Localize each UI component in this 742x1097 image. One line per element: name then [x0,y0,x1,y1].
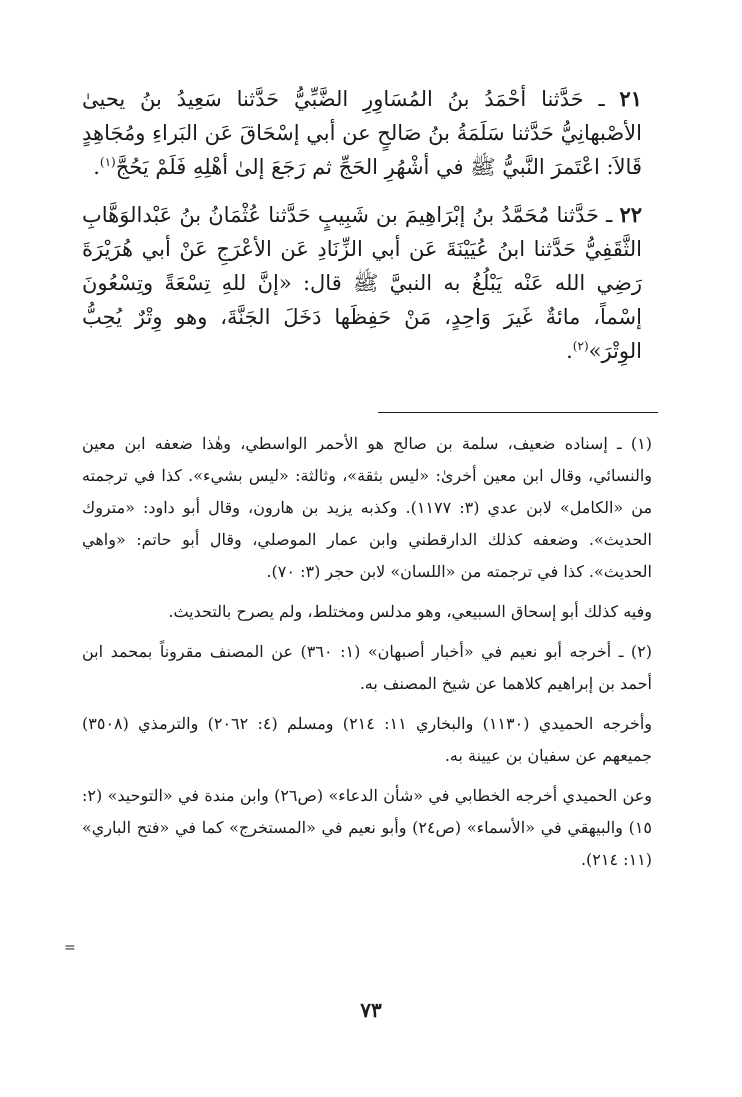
footnote-ref: (٢) [572,339,589,353]
margin-mark: = [64,940,76,956]
hadith-text: ـ حَدَّثنا أحْمَدُ بنُ المُسَاوِرِ الضَّبِّيُّ حَدَّثنا سَعِيدُ بنُ يحيىٰ الأصْبهانِيُّ حَدَّثنا سَلَمَةُ بنُ صَالحٍ عن أبي إسْحَاقَ عَن البَراءِ ومُجَاهِدٍ قَالاَ: اعْتَمرَ النَّبيُّ ﷺ في أشْهُرِ الحَجِّ ثم رَجَعَ إلىٰ أهْلِهِ فَلَمْ يَحُجَّ [82,87,642,179]
hadith-end: . [93,155,100,179]
footnotes [82,428,652,884]
hadith-end: . [566,339,573,363]
hadith-21 [82,82,642,184]
footnote-2-paragraph-2: وأخرجه الحميدي (١١٣٠) والبخاري ١١: ٢١٤) ومسلم (٤: ٢٠٦٢) والترمذي (٣٥٠٨) جميعهم عن سفيان بن عيينة به. [82,714,653,765]
footnote-2-paragraph-3: وعن الحميدي أخرجه الخطابي في «شأن الدعاء» (ص٢٦) وابن مندة في «التوحيد» (٢: ١٥) والبيهقي في «الأسماء» (ص٢٤) وأبو نعيم في «المستخرج» كما في «فتح الباري» (١١: ٢١٤). [82,786,652,869]
footnote-ref: (١) [99,155,116,169]
hadith-number: ٢٢ [619,202,642,227]
hadith-text: ـ حَدَّثنا مُحَمَّدُ بنُ إبْرَاهِيمَ بن شَبِيبٍ حَدَّثنا عُثْمَانُ بنُ عَبْدالوَهَّابِ الثَّقَفِيُّ حَدَّثنا ابنُ عُيَيْنَةَ عَن أبي الزِّنَادِ عَن الأعْرَجِ عَنْ أبي هُرَيْرَةَ رَضِي الله عَنْه يَبْلُغُ به النبيَّ ﷺ قال: «إنَّ للهِ تِسْعَةً وتِسْعُونَ إسْماً، مائةٌ غَيرَ وَاحِدٍ، مَنْ حَفِظَها دَخَلَ الجَنَّةَ، وهو وِتْرٌ يُحِبُّ الوِتْرَ» [82,203,642,363]
page-number: ٧٣ [360,998,382,1022]
footnote-1-paragraph-2: وفيه كذلك أبو إسحاق السبيعي، وهو مدلس ومختلط، ولم يصرح بالتحديث. [168,602,652,621]
hadith-number: ٢١ [619,86,642,111]
hadith-22 [82,198,642,368]
footnote-separator [378,412,658,413]
footnote-1-paragraph-1: (١) ـ إسناده ضعيف، سلمة بن صالح هو الأحمر الواسطي، وهٰذا ضعفه ابن معين والنسائي، وقال ابن معين أخرىٰ: «ليس بثقة»، وثالثة: «ليس بشيء». كذا في ترجمته من «الكامل» لابن عدي (٣: ١١٧٧). وكذبه يزيد بن هارون، وقال أبو داود: «متروك الحديث». وضعفه كذلك الدارقطني وابن عمار الموصلي، وقال أبو حاتم: «واهي الحديث». كذا في ترجمته من «اللسان» لابن حجر (٣: ٧٠). [82,434,653,581]
footnote-2-paragraph-1: (٢) ـ أخرجه أبو نعيم في «أخبار أصبهان» (١: ٣٦٠) عن المصنف مقروناً بمحمد ابن أحمد بن إبراهيم كلاهما عن شيخ المصنف به. [82,642,653,693]
main-text [82,82,642,382]
